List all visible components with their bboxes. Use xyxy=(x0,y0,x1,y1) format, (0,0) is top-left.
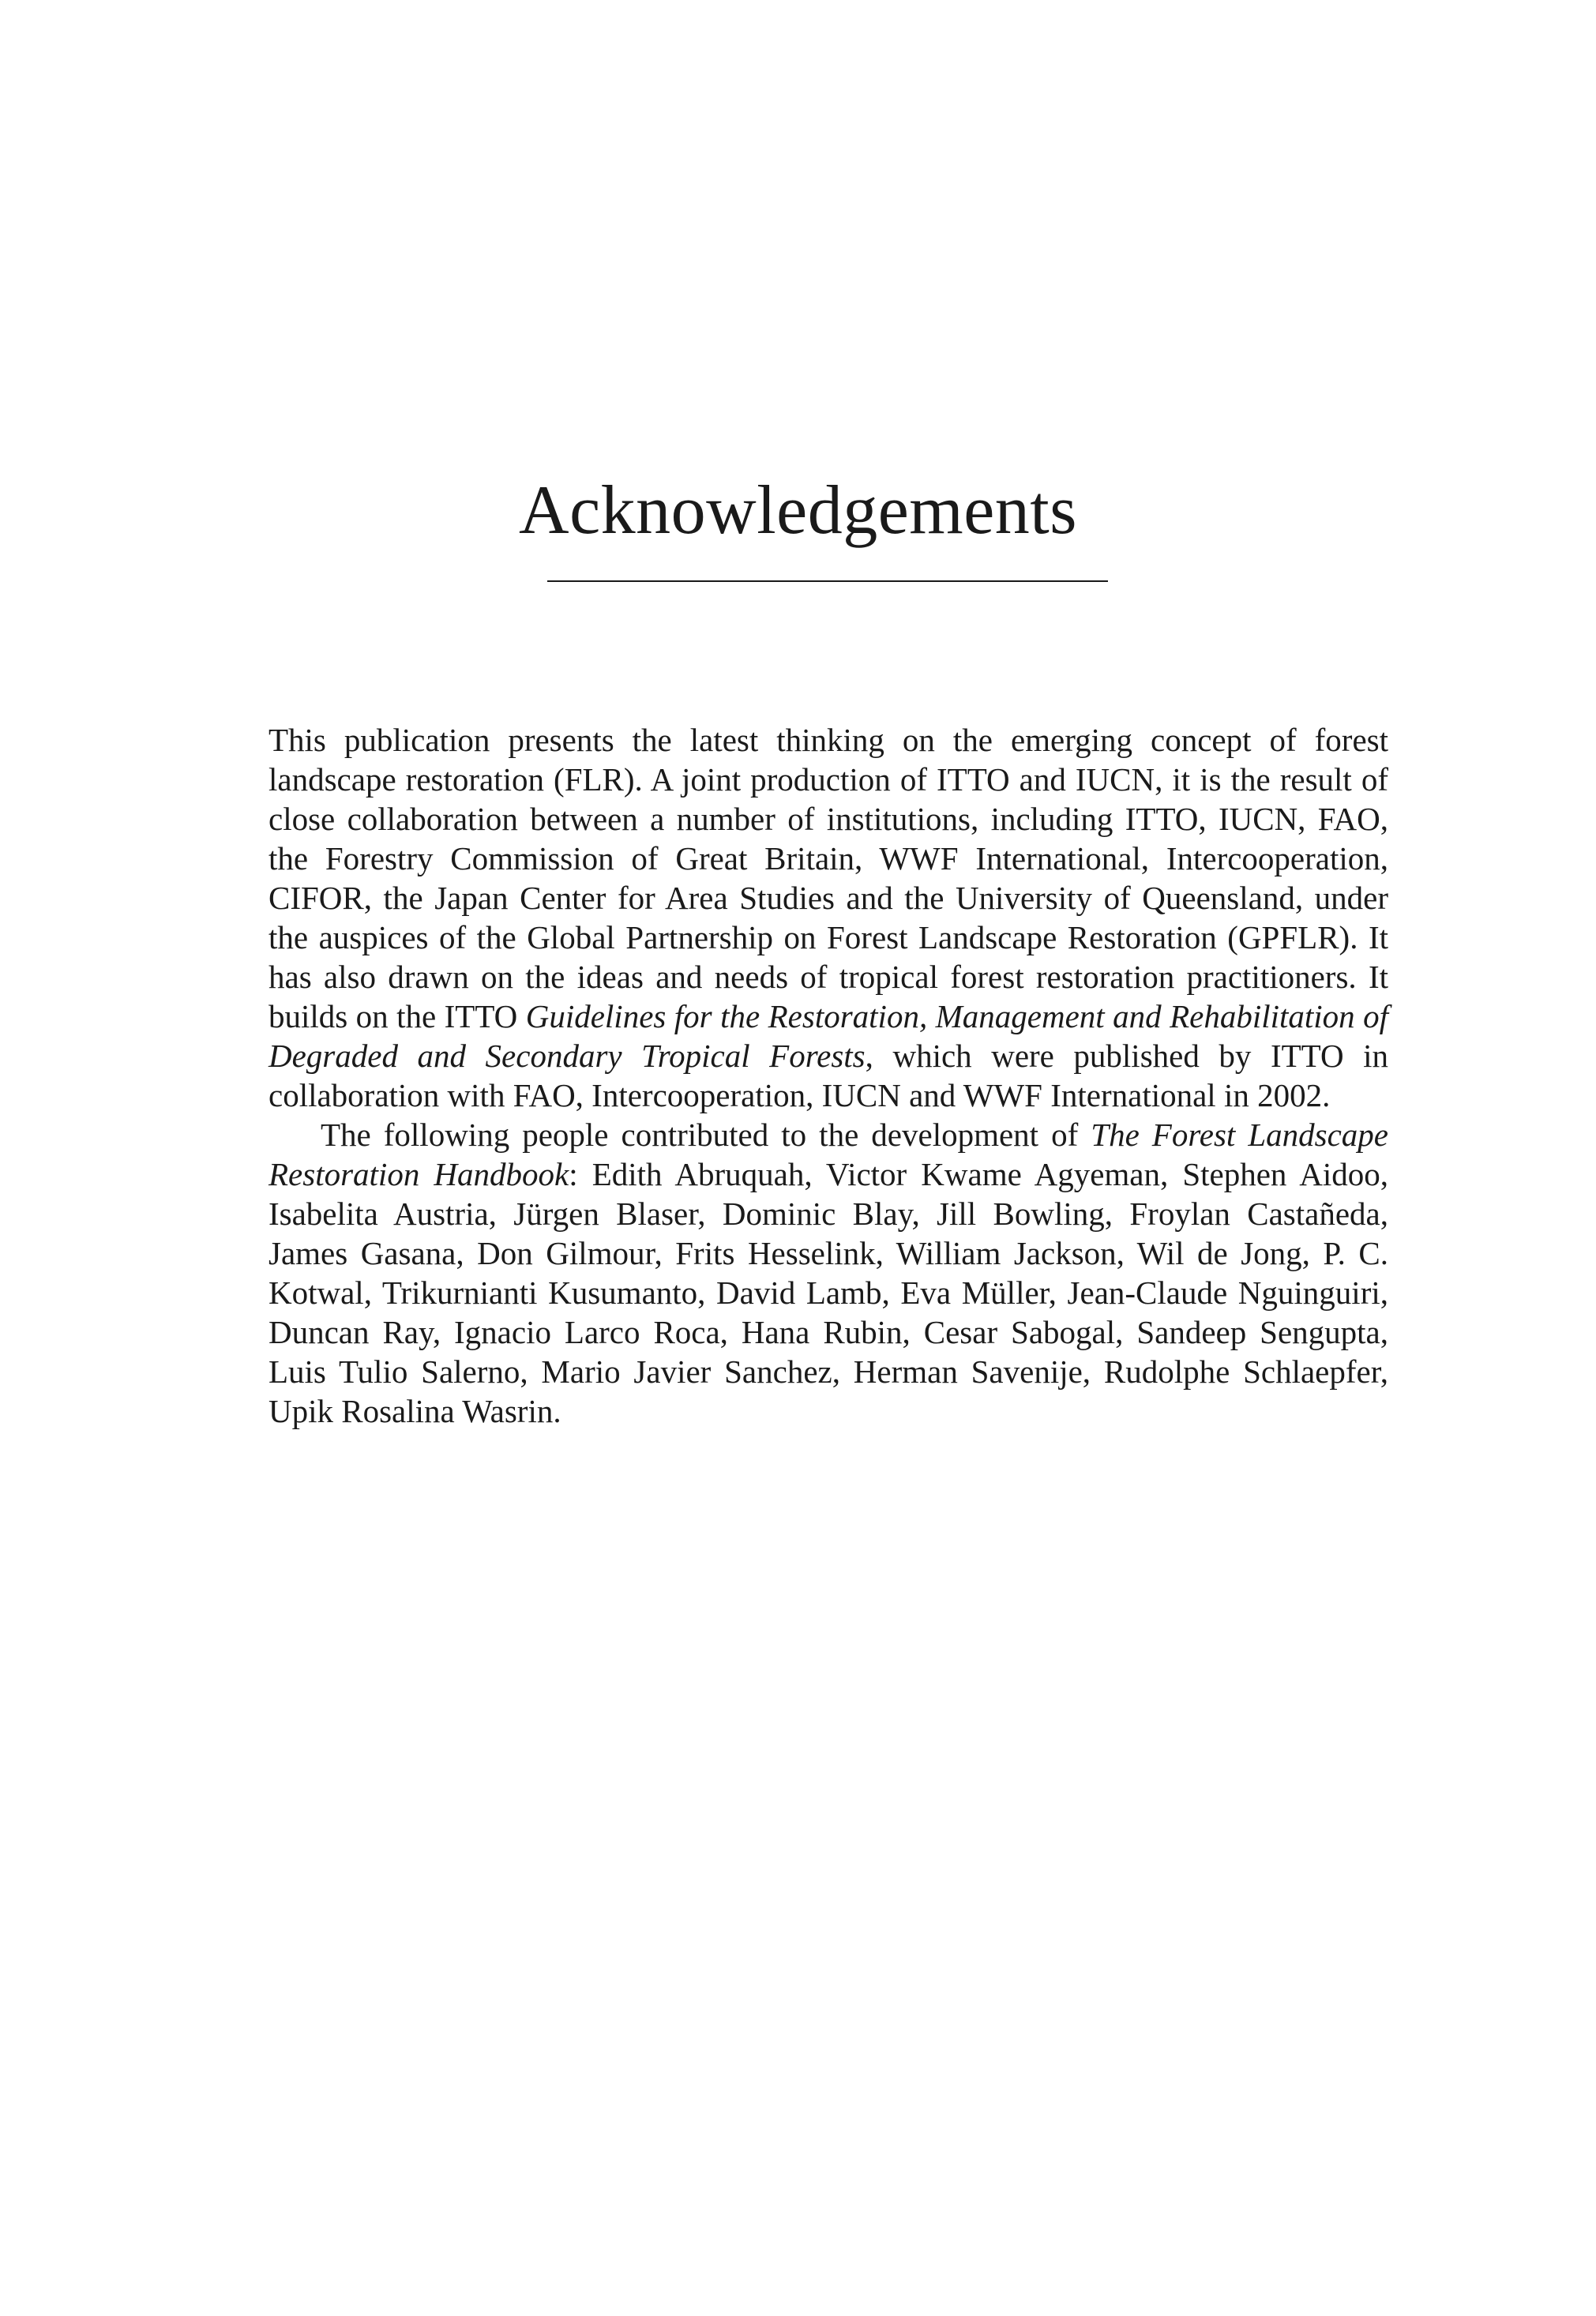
paragraph-contributors-text-1: The following people contributed to the development of xyxy=(321,1117,1091,1153)
paragraph-intro xyxy=(269,720,1388,1115)
handbook-title: The Forest Landscape Restoration Handbook xyxy=(269,1117,1388,1192)
contributors-list: : Edith Abruquah, Victor Kwame Agyeman, Stephen Aidoo, Isabelita Austria, Jürgen Blaser, Dominic Blay, Jill Bowling, Froylan Castañeda, James Gasana, Don Gilmour, Frits Hesselink, William Jackson, Wil de Jong, P. C. Kotwal, Trikurnianti Kusumanto, David Lamb, Eva Müller, Jean-Claude Nguinguiri, Duncan Ray, Ignacio Larco Roca, Hana Rubin, Cesar Sabogal, Sandeep Sengupta, Luis Tulio Salerno, Mario Javier Sanchez, Herman Savenije, Rudolphe Schlaepfer, Upik Rosalina Wasrin. xyxy=(269,1156,1389,1429)
body-text xyxy=(269,720,1388,1431)
paragraph-intro-text-1: This publication presents the latest thinking on the emerging concept of forest landscape restoration (FLR). A joint production of ITTO and IUCN, it is the result of close collaboration between a number of institutions, including ITTO, IUCN, FAO, the Forestry Commission of Great Britain, WWF International, Intercooperation, CIFOR, the Japan Center for Area Studies and the University of Queensland, under the auspices of the Global Partnership on Forest Landscape Restoration (GPFLR). It has also drawn on the ideas and needs of tropical forest restoration practitioners. It builds on the ITTO xyxy=(269,722,1388,1034)
paragraph-intro-text-2: , which were published by ITTO in collaboration with FAO, Intercooperation, IUCN and WWF International in 2002. xyxy=(269,1038,1388,1113)
title-underline xyxy=(547,580,1108,582)
page-title: Acknowledgements xyxy=(519,472,1077,549)
guidelines-title: Guidelines for the Restoration, Management and Rehabilitation of Degraded and Secondary Tropical Forests xyxy=(269,998,1388,1074)
paragraph-contributors xyxy=(269,1115,1388,1431)
